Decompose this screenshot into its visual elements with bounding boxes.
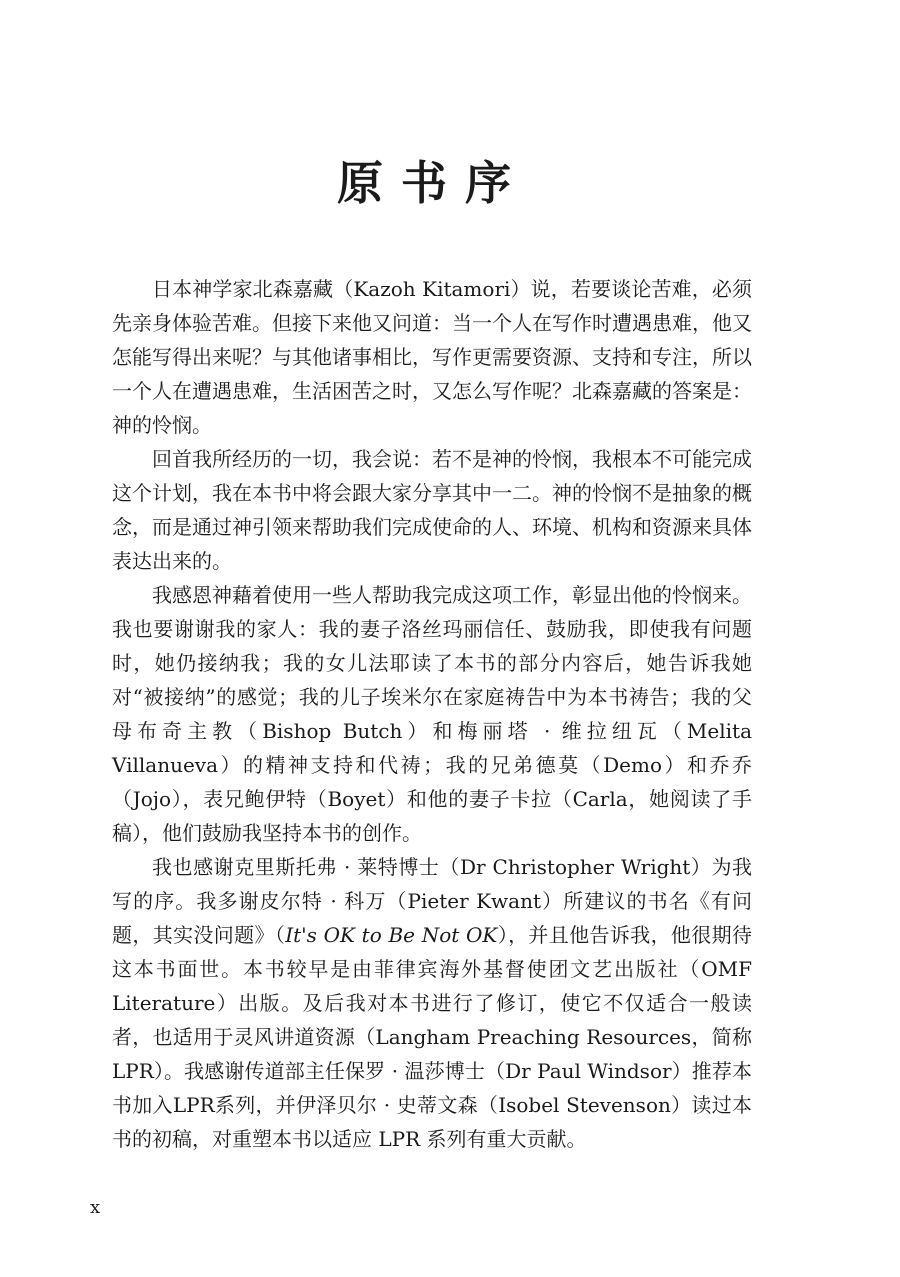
paragraph-1: 日本神学家北森嘉藏（Kazoh Kitamori）说，若要谈论苦难，必须先亲身体验苦难。但接下来他又问道：当一个人在写作时遭遇患难，他又怎能写得出来呢？与其他诸事相比，写作更需要资源、支持和专注，所以一个人在遭遇患难，生活困苦之时，又怎么写作呢？北森嘉藏的答案是：神的怜悯。: [112, 277, 752, 437]
paragraph-4: [112, 850, 752, 1156]
page-title: 原书序: [337, 156, 529, 210]
book-title-english: It's OK to Be Not OK: [285, 923, 498, 947]
paragraph-3: 我感恩神藉着使用一些人帮助我完成这项工作，彰显出他的怜悯来。我也要谢谢我的家人：我的妻子洛丝玛丽信任、鼓励我，即使我有问题时，她仍接纳我；我的女儿法耶读了本书的部分内容后，她告诉我她对“被接纳”的感觉；我的儿子埃米尔在家庭祷告中为本书祷告；我的父母布奇主教（Bishop Butch）和梅丽塔 · 维拉纽瓦（Melita Villanueva）的精神支持和代祷；我的兄弟德莫（Demo）和乔乔（Jojo），表兄鲍伊特（Boyet）和他的妻子卡拉（Carla，她阅读了手稿），他们鼓励我坚持本书的创作。: [112, 583, 752, 845]
preface-body: [112, 272, 752, 1156]
paragraph-2: 回首我所经历的一切，我会说：若不是神的怜悯，我根本不可能完成这个计划，我在本书中将会跟大家分享其中一二。神的怜悯不是抽象的概念，而是通过神引领来帮助我们完成使命的人、环境、机构和资源来具体表达出来的。: [112, 447, 752, 573]
paragraph-4-text-before: 我也感谢克里斯托弗 · 莱特博士（Dr Christopher Wright）为我写的序。我多谢皮尔特 · 科万（Pieter Kwant）所建议的书名《有问题，其实没问题》（: [112, 855, 752, 947]
page-number: x: [90, 1197, 101, 1218]
paragraph-4-text-after: ），并且他告诉我，他很期待这本书面世。本书较早是由菲律宾海外基督使团文艺出版社（OMF Literature）出版。及后我对本书进行了修订，使它不仅适合一般读者，也适用于灵风讲道资源（Langham Preaching Resources，简称LPR）。我感谢传道部主任保罗 · 温莎博士（Dr Paul Windsor）推荐本书加入LPR系列，并伊泽贝尔 · 史蒂文森（Isobel Stevenson）读过本书的初稿，对重塑本书以适应 LPR 系列有重大贡献。: [112, 923, 753, 1151]
